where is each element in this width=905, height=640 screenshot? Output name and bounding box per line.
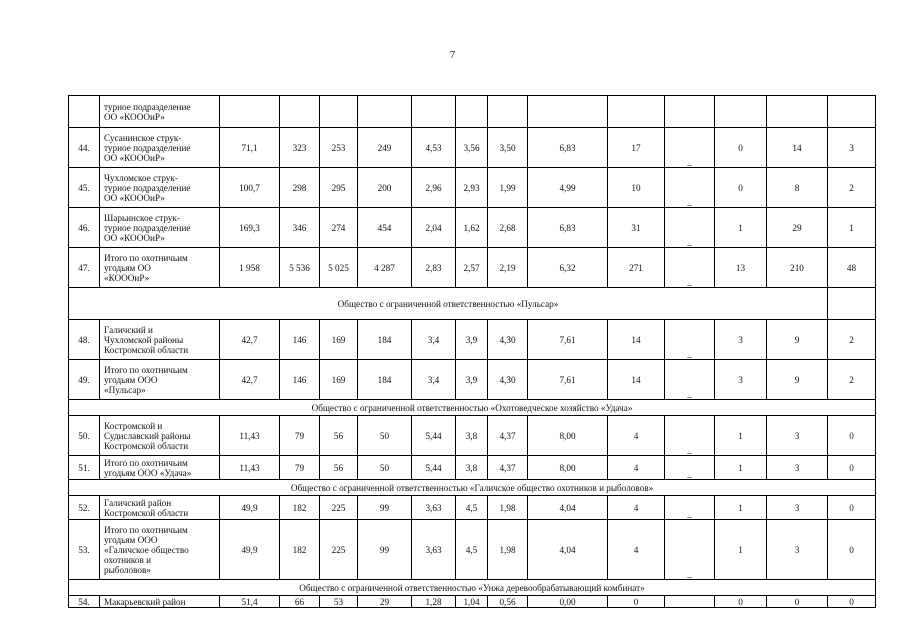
section-title: Общество с ограниченной ответственностью «Охотоведческое хозяйство «Удача» xyxy=(69,400,876,416)
value-cell: 14 xyxy=(608,320,665,360)
value-cell: 79 xyxy=(280,456,320,480)
value-cell: 2 xyxy=(828,360,876,400)
value-cell: _ xyxy=(665,360,715,400)
value-cell: 2,68 xyxy=(488,208,528,248)
value-cell: 5,44 xyxy=(412,456,456,480)
value-cell: _ xyxy=(665,320,715,360)
territory-name-line: Чухломской районы xyxy=(104,334,184,345)
territory-name-line: «КОООиР» xyxy=(104,272,150,283)
value-cell: 1 xyxy=(715,416,767,456)
value-cell xyxy=(608,96,665,128)
value-cell: 169 xyxy=(320,360,358,400)
territory-name xyxy=(100,248,220,288)
value-cell xyxy=(412,96,456,128)
value-cell: 4,37 xyxy=(488,456,528,480)
value-cell: 2,19 xyxy=(488,248,528,288)
value-cell: 6,83 xyxy=(528,128,608,168)
territory-name-line: Сусанинское струк- xyxy=(104,132,182,143)
value-cell: 49,9 xyxy=(220,496,280,520)
territory-name xyxy=(100,96,220,128)
value-cell: 3,9 xyxy=(456,360,488,400)
value-cell: 4 xyxy=(608,520,665,580)
value-cell xyxy=(456,96,488,128)
value-cell: 2 xyxy=(828,168,876,208)
value-cell: 3 xyxy=(767,520,828,580)
section-row xyxy=(69,580,876,596)
value-cell: 4,30 xyxy=(488,320,528,360)
game-census-table xyxy=(68,95,876,608)
empty-cell xyxy=(828,288,876,320)
territory-name-line: Макарьевский район xyxy=(104,596,186,607)
value-cell: 4,04 xyxy=(528,496,608,520)
value-cell: 0 xyxy=(828,596,876,608)
value-cell: 0,00 xyxy=(528,596,608,608)
section-title: Общество с ограниченной ответственностью «Галичское общество охотников и рыболовов» xyxy=(69,480,876,496)
territory-name-line: Итого по охотничьим xyxy=(104,524,188,535)
value-cell: 1,99 xyxy=(488,168,528,208)
value-cell: 29 xyxy=(358,596,412,608)
value-cell: 2,57 xyxy=(456,248,488,288)
territory-name xyxy=(100,416,220,456)
value-cell: 7,61 xyxy=(528,320,608,360)
value-cell: 4,99 xyxy=(528,168,608,208)
row-number: 45. xyxy=(69,168,100,208)
section-title: Общество с ограниченной ответственностью «Пульсар» xyxy=(69,288,828,320)
value-cell: 225 xyxy=(320,520,358,580)
table-row xyxy=(69,596,876,608)
value-cell: 31 xyxy=(608,208,665,248)
value-cell: 10 xyxy=(608,168,665,208)
value-cell: 4 xyxy=(608,416,665,456)
row-number: 51. xyxy=(69,456,100,480)
row-number: 46. xyxy=(69,208,100,248)
value-cell: 3 xyxy=(715,320,767,360)
value-cell: 3 xyxy=(828,128,876,168)
value-cell: 4,30 xyxy=(488,360,528,400)
value-cell: 4 xyxy=(608,456,665,480)
page-number: 7 xyxy=(449,49,456,61)
value-cell: 184 xyxy=(358,320,412,360)
row-number: 52. xyxy=(69,496,100,520)
value-cell: 454 xyxy=(358,208,412,248)
territory-name-line: рыболовов» xyxy=(104,564,151,575)
value-cell: 1 xyxy=(715,520,767,580)
value-cell: 298 xyxy=(280,168,320,208)
value-cell: 169,3 xyxy=(220,208,280,248)
value-cell: 2,93 xyxy=(456,168,488,208)
territory-name-line: турное подразделение xyxy=(104,101,191,112)
row-number: 53. xyxy=(69,520,100,580)
table-row xyxy=(69,208,876,248)
value-cell: _ xyxy=(665,248,715,288)
value-cell: _ xyxy=(665,208,715,248)
value-cell: 4,53 xyxy=(412,128,456,168)
territory-name-line: угодьям ОО xyxy=(104,262,151,273)
territory-name xyxy=(100,496,220,520)
territory-name xyxy=(100,208,220,248)
value-cell: 3 xyxy=(715,360,767,400)
territory-name xyxy=(100,168,220,208)
value-cell: 3,4 xyxy=(412,360,456,400)
row-number xyxy=(69,96,100,128)
value-cell: 1,04 xyxy=(456,596,488,608)
value-cell: 71,1 xyxy=(220,128,280,168)
territory-name-line: Галичский и xyxy=(104,324,153,335)
value-cell: 182 xyxy=(280,520,320,580)
territory-name xyxy=(100,596,220,608)
value-cell: 253 xyxy=(320,128,358,168)
value-cell: 11,43 xyxy=(220,416,280,456)
value-cell: 5 025 xyxy=(320,248,358,288)
territory-name-line: турное подразделение xyxy=(104,222,191,233)
value-cell: 17 xyxy=(608,128,665,168)
value-cell: 4,37 xyxy=(488,416,528,456)
value-cell: 100,7 xyxy=(220,168,280,208)
value-cell: 79 xyxy=(280,416,320,456)
territory-name-line: «Пульсар» xyxy=(104,384,146,395)
territory-name-line: Судиславский районы xyxy=(104,430,191,441)
territory-name-line: Костромской области xyxy=(104,507,189,518)
value-cell: 146 xyxy=(280,320,320,360)
value-cell: 182 xyxy=(280,496,320,520)
row-number: 49. xyxy=(69,360,100,400)
section-title: Общество с ограниченной ответственностью «Унжа деревообрабатывающий комбинат» xyxy=(69,580,876,596)
territory-name-line: «Галичское общество xyxy=(104,544,189,555)
value-cell: 249 xyxy=(358,128,412,168)
territory-name-line: Костромской области xyxy=(104,344,189,355)
section-row xyxy=(69,480,876,496)
value-cell: 2,96 xyxy=(412,168,456,208)
row-number: 50. xyxy=(69,416,100,456)
value-cell: 4 xyxy=(608,496,665,520)
territory-name-line: угодьям ООО xyxy=(104,534,158,545)
value-cell xyxy=(715,96,767,128)
value-cell xyxy=(767,96,828,128)
territory-name-line: Галичский район xyxy=(104,497,172,508)
table-row xyxy=(69,496,876,520)
value-cell: 3,9 xyxy=(456,320,488,360)
value-cell: 6,83 xyxy=(528,208,608,248)
value-cell: 99 xyxy=(358,496,412,520)
territory-name-line: Шарьинское струк- xyxy=(104,212,180,223)
table-row xyxy=(69,456,876,480)
value-cell: 42,7 xyxy=(220,320,280,360)
value-cell: 0 xyxy=(828,416,876,456)
value-cell: 50 xyxy=(358,416,412,456)
value-cell: _ xyxy=(665,416,715,456)
value-cell: 4,04 xyxy=(528,520,608,580)
value-cell: 1,62 xyxy=(456,208,488,248)
value-cell: 1 xyxy=(715,456,767,480)
value-cell: 5,44 xyxy=(412,416,456,456)
value-cell: 3 xyxy=(767,496,828,520)
value-cell: 3 xyxy=(767,456,828,480)
territory-name-line: угодьям ООО xyxy=(104,374,158,385)
value-cell: 1 xyxy=(715,496,767,520)
territory-name-line: Костромской и xyxy=(104,420,163,431)
territory-name-line: ОО «КОООиР» xyxy=(104,152,165,163)
territory-name-line: Итого по охотничьим xyxy=(104,457,188,468)
value-cell: 0 xyxy=(715,596,767,608)
value-cell: 29 xyxy=(767,208,828,248)
value-cell: 0 xyxy=(828,496,876,520)
value-cell xyxy=(358,96,412,128)
territory-name xyxy=(100,128,220,168)
value-cell: 3,63 xyxy=(412,496,456,520)
value-cell: 3,8 xyxy=(456,456,488,480)
value-cell: 4 287 xyxy=(358,248,412,288)
territory-name-line: Итого по охотничьим xyxy=(104,252,188,263)
territory-name-line: турное подразделение xyxy=(104,182,191,193)
value-cell: 295 xyxy=(320,168,358,208)
value-cell: 11,43 xyxy=(220,456,280,480)
table-row xyxy=(69,520,876,580)
value-cell: 0 xyxy=(715,168,767,208)
value-cell: 42,7 xyxy=(220,360,280,400)
value-cell: 49,9 xyxy=(220,520,280,580)
territory-name-line: ОО «КОООиР» xyxy=(104,232,165,243)
value-cell: 3 xyxy=(767,416,828,456)
value-cell: 66 xyxy=(280,596,320,608)
value-cell: 6,32 xyxy=(528,248,608,288)
row-number: 47. xyxy=(69,248,100,288)
territory-name-line: турное подразделение xyxy=(104,142,191,153)
value-cell: _ xyxy=(665,168,715,208)
value-cell: 99 xyxy=(358,520,412,580)
value-cell: 3,50 xyxy=(488,128,528,168)
value-cell: 3,63 xyxy=(412,520,456,580)
territory-name-line: ОО «КОООиР» xyxy=(104,111,165,122)
row-number: 48. xyxy=(69,320,100,360)
territory-name-line: ОО «КОООиР» xyxy=(104,192,165,203)
value-cell: 1,28 xyxy=(412,596,456,608)
territory-name-line: угодьям ООО «Удача» xyxy=(104,467,192,478)
value-cell: 210 xyxy=(767,248,828,288)
value-cell: 225 xyxy=(320,496,358,520)
value-cell: 1,98 xyxy=(488,496,528,520)
value-cell xyxy=(320,96,358,128)
value-cell xyxy=(665,596,715,608)
territory-name xyxy=(100,360,220,400)
value-cell: 8 xyxy=(767,168,828,208)
value-cell: 53 xyxy=(320,596,358,608)
table-row xyxy=(69,128,876,168)
value-cell: 4,5 xyxy=(456,520,488,580)
table-row xyxy=(69,168,876,208)
value-cell: 3,56 xyxy=(456,128,488,168)
value-cell: 3,4 xyxy=(412,320,456,360)
value-cell xyxy=(488,96,528,128)
value-cell: 1 xyxy=(715,208,767,248)
value-cell: 0 xyxy=(828,456,876,480)
value-cell: 0 xyxy=(608,596,665,608)
value-cell: 13 xyxy=(715,248,767,288)
value-cell: 1,98 xyxy=(488,520,528,580)
value-cell: 0 xyxy=(715,128,767,168)
table-row xyxy=(69,360,876,400)
value-cell: 14 xyxy=(767,128,828,168)
value-cell: 0 xyxy=(828,520,876,580)
value-cell: 271 xyxy=(608,248,665,288)
value-cell: 2,04 xyxy=(412,208,456,248)
value-cell: 169 xyxy=(320,320,358,360)
territory-name xyxy=(100,456,220,480)
table-row xyxy=(69,416,876,456)
value-cell: 9 xyxy=(767,320,828,360)
value-cell: 9 xyxy=(767,360,828,400)
value-cell: 8,00 xyxy=(528,456,608,480)
table-row xyxy=(69,248,876,288)
value-cell: 0 xyxy=(767,596,828,608)
value-cell: 0,56 xyxy=(488,596,528,608)
value-cell xyxy=(528,96,608,128)
table-row xyxy=(69,320,876,360)
value-cell: 14 xyxy=(608,360,665,400)
value-cell xyxy=(280,96,320,128)
value-cell: _ xyxy=(665,520,715,580)
section-row xyxy=(69,288,876,320)
value-cell: 51,4 xyxy=(220,596,280,608)
territory-name-line: Итого по охотничьим xyxy=(104,364,188,375)
territory-name-line: Костромской области xyxy=(104,440,189,451)
value-cell: 4,5 xyxy=(456,496,488,520)
value-cell xyxy=(665,96,715,128)
value-cell: 346 xyxy=(280,208,320,248)
value-cell: _ xyxy=(665,128,715,168)
value-cell: 3,8 xyxy=(456,416,488,456)
row-number: 54. xyxy=(69,596,100,608)
value-cell: 200 xyxy=(358,168,412,208)
value-cell: 8,00 xyxy=(528,416,608,456)
value-cell xyxy=(220,96,280,128)
territory-name xyxy=(100,520,220,580)
section-row xyxy=(69,400,876,416)
value-cell: 5 536 xyxy=(280,248,320,288)
value-cell: 48 xyxy=(828,248,876,288)
value-cell xyxy=(828,96,876,128)
value-cell: 1 xyxy=(828,208,876,248)
value-cell: 50 xyxy=(358,456,412,480)
value-cell: 7,61 xyxy=(528,360,608,400)
value-cell: 2,83 xyxy=(412,248,456,288)
value-cell: 274 xyxy=(320,208,358,248)
value-cell: 1 958 xyxy=(220,248,280,288)
value-cell: 56 xyxy=(320,416,358,456)
value-cell: _ xyxy=(665,496,715,520)
value-cell: 56 xyxy=(320,456,358,480)
row-number: 44. xyxy=(69,128,100,168)
value-cell: _ xyxy=(665,456,715,480)
value-cell: 323 xyxy=(280,128,320,168)
territory-name xyxy=(100,320,220,360)
territory-name-line: Чухломское струк- xyxy=(104,172,178,183)
value-cell: 2 xyxy=(828,320,876,360)
territory-name-line: охотников и xyxy=(104,554,152,565)
value-cell: 146 xyxy=(280,360,320,400)
value-cell: 184 xyxy=(358,360,412,400)
table-row xyxy=(69,96,876,128)
